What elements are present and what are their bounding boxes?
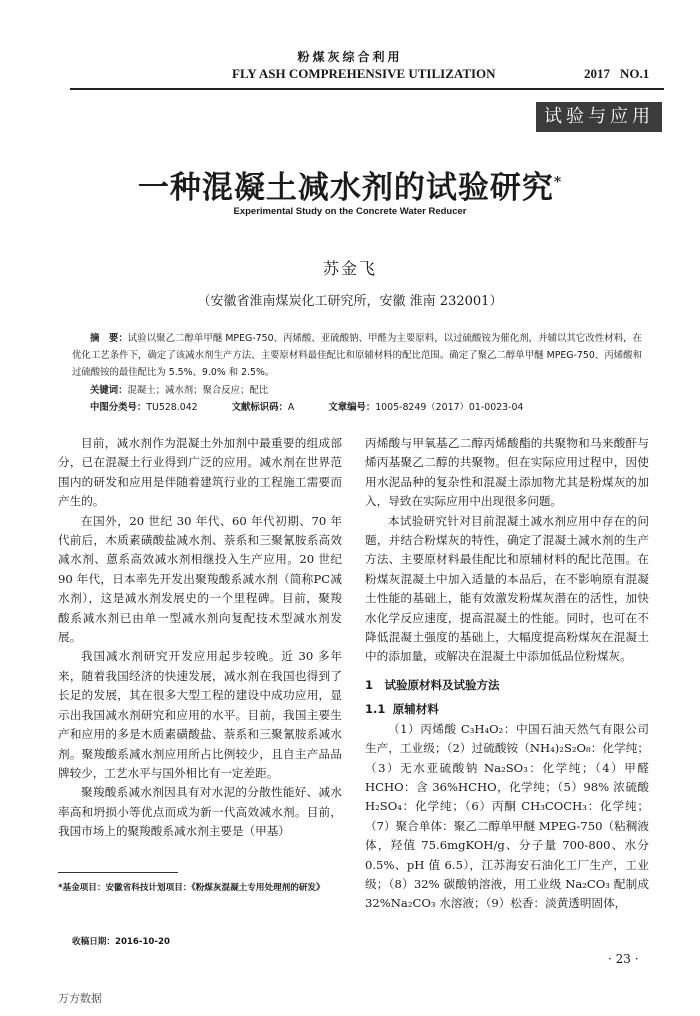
body-paragraph: 丙烯酸与甲氧基乙二醇丙烯酸酯的共聚物和马来酸酐与烯丙基聚乙二醇的共聚物。但在实际应用过程中，因使用水泥品种的复杂性和混凝土添加物尤其是粉煤灰的加入，导致在实际应用中出现很多问题。	[365, 436, 649, 509]
journal-title-cn: 粉煤灰综合利用	[297, 50, 403, 64]
page-number: · 23 ·	[608, 952, 639, 966]
header-rule	[70, 88, 664, 90]
fund-footnote: *基金项目：安徽省科技计划项目：《粉煤灰混凝土专用处理剂的研发》	[58, 883, 325, 893]
article-no-label: 文章编号：	[328, 402, 376, 413]
footnote-rule	[58, 872, 178, 873]
author-name: 苏金飞	[322, 259, 377, 278]
abstract-text: 试验以聚乙二醇单甲醚 MPEG-750、丙烯酸、亚硫酸钠、甲醛为主要原料，以过硫酸铵为催化剂，并辅以其它改性材料，在优化工艺条件下，确定了该减水剂生产方法、主要原材料最佳配比和原辅材料的配比范围。确定了聚乙二醇单甲醚 MPEG-750、丙烯酸和过硫酸铵的最佳配比为 5.5%、9.0% 和 2.5%。	[72, 333, 642, 378]
article-title-text: 一种混凝土减水剂的试验研究	[137, 170, 554, 206]
article-title-en: Experimental Study on the Concrete Water Reducer	[233, 206, 467, 217]
doc-code-label: 文献标识码：	[231, 402, 288, 413]
journal-title-en: FLY ASH COMPREHENSIVE UTILIZATION	[232, 66, 496, 81]
section-label: 试验与应用	[536, 102, 662, 132]
doc-code-value: A	[287, 402, 295, 413]
title-footnote-mark: *	[553, 174, 563, 191]
body-right-column	[365, 434, 649, 914]
keywords-text: 混凝土；减水剂；聚合反应；配比	[127, 385, 269, 396]
body-paragraph: （1）丙烯酸 C₃H₄O₂：中国石油天然气有限公司生产，工业级；（2）过硫酸铵（NH₄)₂S₂O₈：化学纯；（3）无水亚硫酸钠 Na₂SO₃：化学纯；（4）甲醛 HCHO：含 36%HCHO，化学纯；（5）98% 浓硫酸 H₂SO₄：化学纯；（6）丙酮 CH₃COCH₃：化学纯；（7）聚合单体：聚乙二醇单甲醚 MPEG-750（粘稠液体，羟值 75.6mgKOH/g、分子量 700-800、水分 0.5%、pH 值 6.5），江苏海安石油化工厂生产，工业级；（8）32% 碳酸钠溶液，用工业级 Na₂CO₃ 配制成 32%Na₂CO₃ 水溶液；（9）松香：淡黄透明固体，	[365, 721, 649, 911]
keywords	[90, 382, 268, 396]
abstract	[72, 330, 642, 381]
received-date: 收稿日期：2016-10-20	[72, 937, 170, 947]
subsection-title: 原辅材料	[392, 702, 439, 717]
body-paragraph: 在国外，20 世纪 30 年代、60 年代初期、70 年代前后，木质素磺酸盐减水剂、萘系和三聚氰胺系高效减水剂、蒽系高效减水剂相继投入生产应用。20 世纪 90 年代，日本率先开发出聚羧酸系减水剂（简称PC减水剂），这是减水剂发展史的一个里程碑。目前，聚羧酸系减水剂已由单一型减水剂向复配技术型减水剂发展。	[58, 513, 342, 645]
subsection-number: 1.1	[365, 702, 386, 717]
issue-info	[584, 66, 649, 82]
body-paragraph: 聚羧酸系减水剂因具有对水泥的分散性能好、减水率高和坍损小等优点而成为新一代高效减水剂。目前，我国市场上的聚羧酸系减水剂主要是（甲基）	[58, 785, 342, 839]
issue-year: 2017	[584, 66, 610, 81]
body-left-column	[58, 434, 342, 842]
body-paragraph: 目前，减水剂作为混凝土外加剂中最重要的组成部分，已在混凝土行业得到广泛的应用。减水剂在世界范围内的研发和应用是伴随着建筑行业的工程施工需要而产生的。	[58, 436, 342, 509]
clc-label: 中图分类号：	[90, 402, 147, 413]
classification-line	[90, 399, 523, 413]
issue-number: NO.1	[620, 66, 650, 81]
body-paragraph: 本试验研究针对目前混凝土减水剂应用中存在的问题，并结合粉煤灰的特性，确定了混凝土减水剂的生产方法、主要原材料最佳配比和原辅材料的配比范围。在粉煤灰混凝土中加入适量的本品后，在不影响原有混凝土性能的基础上，能有效激发粉煤灰潜在的活性，加快水化学反应速度，提高混凝土的性能。同时，也可在不降低混凝土强度的基础上，大幅度提高粉煤灰在混凝土中的添加量，或解决在混凝土中添加低品位粉煤灰。	[365, 513, 649, 664]
watermark: 万方数据	[58, 992, 102, 1005]
subsection-heading	[365, 700, 649, 719]
section-heading: 1 试验原材料及试验方法	[365, 677, 500, 692]
clc-value: TU528.042	[146, 402, 198, 413]
abstract-label: 摘 要：	[90, 333, 128, 344]
keywords-label: 关键词：	[90, 385, 128, 396]
body-paragraph: 我国减水剂研究开发应用起步较晚。近 30 多年来，随着我国经济的快速发展，减水剂在我国也得到了长足的发展，其在很多大型工程的建设中成功应用，显示出我国减水剂研究和应用的水平。目前，我国主要生产和应用的多是木质素磺酸盐、萘系和三聚氰胺系减水剂。聚羧酸系减水剂应用所占比例较少，且自主产品品牌较少，工艺水平与国外相比有一定差距。	[58, 649, 342, 780]
article-title	[0, 162, 700, 207]
article-no-value: 1005-8249（2017）01-0023-04	[375, 402, 524, 413]
author-affiliation: （安徽省淮南煤炭化工研究所，安徽 淮南 232001）	[197, 294, 503, 309]
